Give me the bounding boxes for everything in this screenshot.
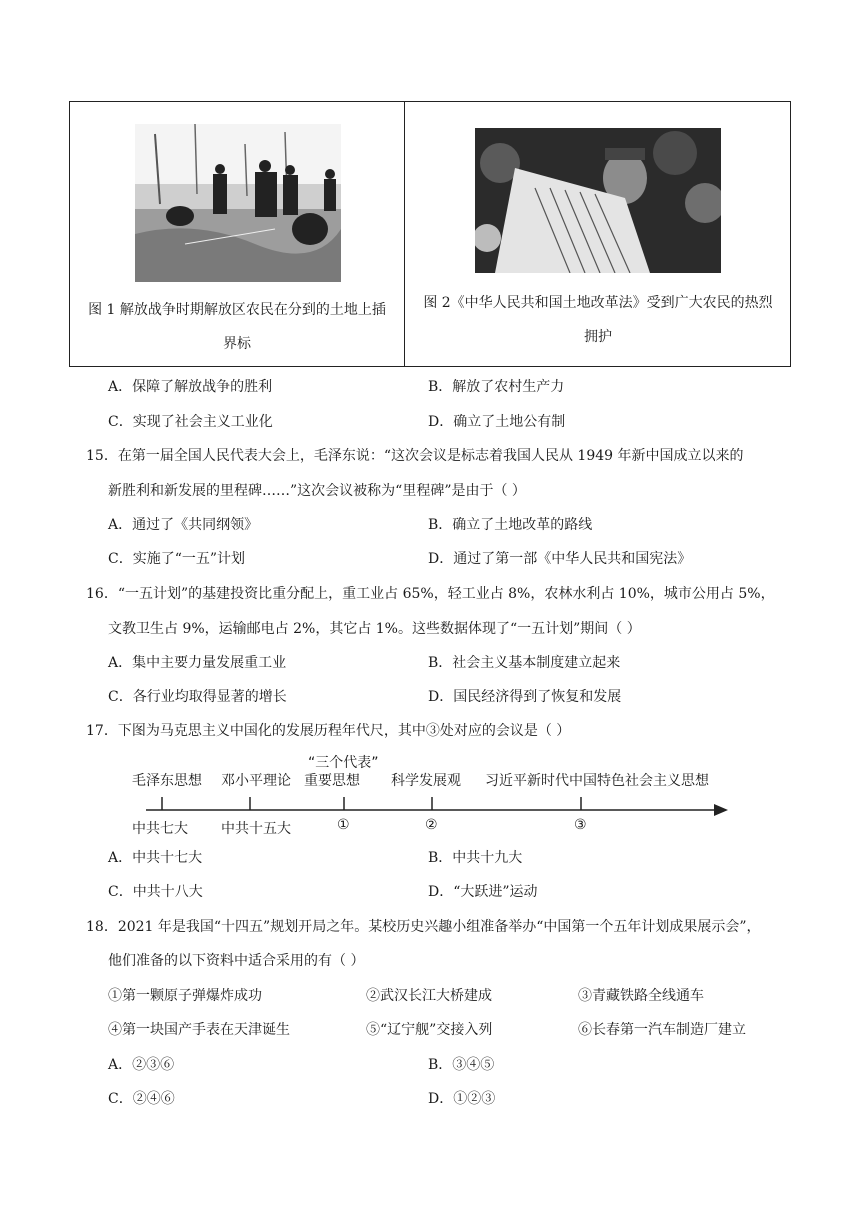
timeline-label-scientific: 科学发展观 — [391, 773, 461, 789]
q18-option-d: D．①②③ — [428, 1091, 496, 1107]
q18-item-1: ①第一颗原子弹爆炸成功 — [108, 988, 262, 1004]
fig1-caption-line2: 界标 — [223, 336, 251, 352]
fig2-caption-line1: 图 2《中华人民共和国土地改革法》受到广大农民的热烈 — [423, 295, 773, 311]
q16-option-a: A．集中主要力量发展重工业 — [108, 655, 287, 671]
q17-option-d: D．“大跃进”运动 — [428, 884, 538, 900]
q14-option-c: C．实现了社会主义工业化 — [108, 414, 273, 430]
q16-option-d: D．国民经济得到了恢复和发展 — [428, 689, 622, 705]
timeline-label-three-represents: “三个代表” — [308, 755, 379, 771]
timeline-label-important-thought: 重要思想 — [304, 773, 360, 789]
q17-option-a: A．中共十七大 — [108, 850, 203, 866]
q18-item-4: ④第一块国产手表在天津诞生 — [108, 1022, 290, 1038]
q16-option-c: C．各行业均取得显著的增长 — [108, 689, 287, 705]
q15-option-d: D．通过了第一部《中华人民共和国宪法》 — [428, 551, 692, 567]
timeline-label-xi: 习近平新时代中国特色社会主义思想 — [485, 773, 709, 789]
q18-stem-line1: 18．2021 年是我国“十四五”规划开局之年。某校历史兴趣小组准备举办“中国第一个五年计划成果展示会”， — [86, 919, 761, 935]
q18-option-a: A．②③⑥ — [108, 1057, 175, 1073]
q14-option-d: D．确立了土地公有制 — [428, 414, 566, 430]
q18-option-c: C．②④⑥ — [108, 1091, 175, 1107]
q15-stem-line1: 15．在第一届全国人民代表大会上，毛泽东说：“这次会议是标志着我国人民从 1949 年新中国成立以来的 — [86, 448, 744, 464]
timeline-marker-2: ② — [425, 817, 438, 833]
timeline-marker-1: ① — [337, 817, 350, 833]
q14-option-b: B．解放了农村生产力 — [428, 379, 565, 395]
timeline-label-mao: 毛泽东思想 — [132, 773, 202, 789]
q15-option-c: C．实施了“一五”计划 — [108, 551, 246, 567]
q18-item-2: ②武汉长江大桥建成 — [366, 988, 492, 1004]
q18-item-6: ⑥长春第一汽车制造厂建立 — [578, 1022, 746, 1038]
fig1-caption-line1: 图 1 解放战争时期解放区农民在分到的土地上插 — [88, 302, 386, 318]
q18-item-5: ⑤“辽宁舰”交接入列 — [366, 1022, 493, 1038]
fig2-caption-line2: 拥护 — [584, 329, 612, 345]
q14-option-a: A．保障了解放战争的胜利 — [108, 379, 273, 395]
timeline-marker-3: ③ — [574, 817, 587, 833]
timeline-marker-7th: 中共七大 — [132, 821, 188, 837]
q18-stem-line2: 他们准备的以下资料中适合采用的有（ ） — [108, 953, 365, 969]
q18-item-3: ③青藏铁路全线通车 — [578, 988, 704, 1004]
q15-option-a: A．通过了《共同纲领》 — [108, 517, 259, 533]
q17-stem: 17．下图为马克思主义中国化的发展历程年代尺，其中③处对应的会议是（ ） — [86, 723, 571, 739]
q18-option-b: B．③④⑤ — [428, 1057, 495, 1073]
timeline-marker-15th: 中共十五大 — [221, 821, 291, 837]
q17-option-c: C．中共十八大 — [108, 884, 203, 900]
q16-stem-line2: 文教卫生占 9%，运输邮电占 2%，其它占 1%。这些数据体现了“一五计划”期间（ ） — [108, 621, 641, 637]
timeline-label-deng: 邓小平理论 — [221, 773, 291, 789]
q16-option-b: B．社会主义基本制度建立起来 — [428, 655, 621, 671]
q15-option-b: B．确立了土地改革的路线 — [428, 517, 593, 533]
q16-stem-line1: 16．“一五计划”的基建投资比重分配上，重工业占 65%，轻工业占 8%，农林水利占 10%，城市公用占 5%， — [86, 586, 775, 602]
q17-option-b: B．中共十九大 — [428, 850, 523, 866]
q15-stem-line2: 新胜利和新发展的里程碑……”这次会议被称为“里程碑”是由于（ ） — [108, 483, 526, 499]
